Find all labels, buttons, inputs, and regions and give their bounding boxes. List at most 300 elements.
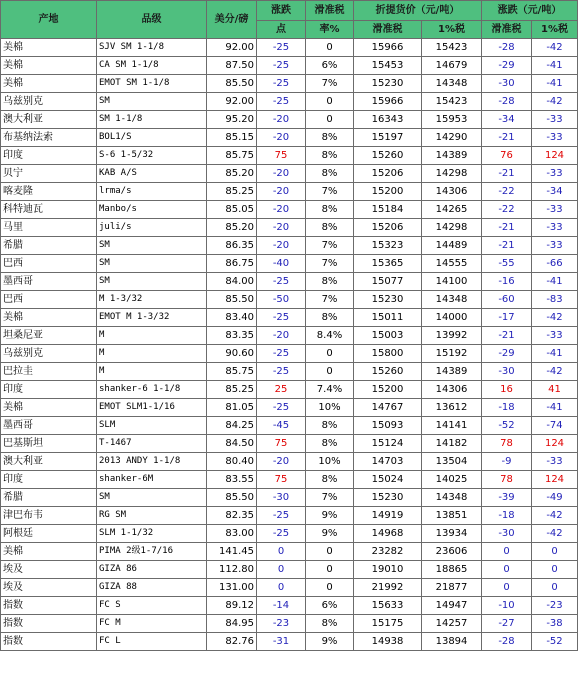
- cell-price: 84.00: [207, 273, 257, 291]
- cell-grade: SM: [97, 237, 207, 255]
- header-one-pct-tax: 1%税: [422, 21, 482, 39]
- cell-one-pct-price: 14257: [422, 615, 482, 633]
- cell-one-pct-price: 14348: [422, 291, 482, 309]
- cell-change: -45: [257, 417, 306, 435]
- cell-origin: 澳大利亚: [1, 453, 97, 471]
- cell-origin: 指数: [1, 597, 97, 615]
- cell-cny-change-one-pct: 0: [532, 561, 578, 579]
- cell-cny-change-sliding: -21: [482, 165, 532, 183]
- header-origin: 产地: [1, 1, 97, 39]
- table-row: [1, 417, 578, 435]
- cell-origin: 巴拉圭: [1, 363, 97, 381]
- cell-tax-rate: 9%: [306, 633, 354, 651]
- cell-cny-change-sliding: -30: [482, 363, 532, 381]
- cell-sliding-price: 14919: [354, 507, 422, 525]
- cell-price: 85.75: [207, 363, 257, 381]
- cell-grade: SJV SM 1-1/8: [97, 39, 207, 57]
- table-row: [1, 633, 578, 651]
- cell-change: -30: [257, 489, 306, 507]
- cell-price: 85.20: [207, 219, 257, 237]
- header-cny-change: 涨跌（元/吨）: [482, 1, 578, 21]
- cell-grade: S-6 1-5/32: [97, 147, 207, 165]
- cell-cny-change-one-pct: -52: [532, 633, 578, 651]
- cell-change: -25: [257, 309, 306, 327]
- cell-cny-change-one-pct: -42: [532, 39, 578, 57]
- cell-cny-change-sliding: -39: [482, 489, 532, 507]
- cell-tax-rate: 8%: [306, 129, 354, 147]
- table-row: [1, 327, 578, 345]
- cell-grade: M: [97, 345, 207, 363]
- cell-price: 92.00: [207, 93, 257, 111]
- cell-sliding-price: 15003: [354, 327, 422, 345]
- cell-sliding-price: 21992: [354, 579, 422, 597]
- cell-sliding-price: 15230: [354, 291, 422, 309]
- cell-sliding-price: 15966: [354, 93, 422, 111]
- cell-price: 141.45: [207, 543, 257, 561]
- cell-price: 85.50: [207, 291, 257, 309]
- cell-one-pct-price: 13894: [422, 633, 482, 651]
- cell-tax-rate: 8%: [306, 615, 354, 633]
- cell-cny-change-one-pct: -23: [532, 597, 578, 615]
- cell-origin: 乌兹别克: [1, 345, 97, 363]
- cell-grade: shanker-6M: [97, 471, 207, 489]
- cell-origin: 墨西哥: [1, 417, 97, 435]
- cell-one-pct-price: 14182: [422, 435, 482, 453]
- cell-grade: EMOT SM 1-1/8: [97, 75, 207, 93]
- cell-sliding-price: 15966: [354, 39, 422, 57]
- cell-tax-rate: 8%: [306, 435, 354, 453]
- cell-price: 89.12: [207, 597, 257, 615]
- cell-cny-change-one-pct: 124: [532, 147, 578, 165]
- cell-origin: 埃及: [1, 561, 97, 579]
- cell-cny-change-one-pct: 124: [532, 435, 578, 453]
- cell-cny-change-sliding: 0: [482, 561, 532, 579]
- cell-sliding-price: 15633: [354, 597, 422, 615]
- cell-change: -25: [257, 399, 306, 417]
- table-row: [1, 597, 578, 615]
- cell-grade: M: [97, 363, 207, 381]
- cell-change: -20: [257, 201, 306, 219]
- cell-price: 84.95: [207, 615, 257, 633]
- cell-change: 75: [257, 435, 306, 453]
- cell-grade: KAB A/S: [97, 165, 207, 183]
- cell-tax-rate: 7%: [306, 237, 354, 255]
- cell-cny-change-one-pct: -42: [532, 309, 578, 327]
- cell-one-pct-price: 15192: [422, 345, 482, 363]
- cell-origin: 印度: [1, 147, 97, 165]
- cell-tax-rate: 10%: [306, 399, 354, 417]
- cell-origin: 美棉: [1, 309, 97, 327]
- cell-tax-rate: 7%: [306, 489, 354, 507]
- cell-price: 85.20: [207, 165, 257, 183]
- cell-grade: SM: [97, 93, 207, 111]
- cell-one-pct-price: 13612: [422, 399, 482, 417]
- table-row: [1, 489, 578, 507]
- cell-origin: 埃及: [1, 579, 97, 597]
- cell-grade: CA SM 1-1/8: [97, 57, 207, 75]
- cell-cny-change-sliding: -16: [482, 273, 532, 291]
- cell-sliding-price: 15011: [354, 309, 422, 327]
- cell-sliding-price: 16343: [354, 111, 422, 129]
- table-row: [1, 111, 578, 129]
- table-body: [1, 39, 578, 651]
- header-change-sub: 点: [257, 21, 306, 39]
- cell-sliding-price: 15024: [354, 471, 422, 489]
- cell-cny-change-one-pct: -83: [532, 291, 578, 309]
- cell-cny-change-sliding: -29: [482, 345, 532, 363]
- cell-cny-change-sliding: -29: [482, 57, 532, 75]
- cell-price: 82.76: [207, 633, 257, 651]
- cell-sliding-price: 15206: [354, 165, 422, 183]
- cell-origin: 巴西: [1, 255, 97, 273]
- cell-cny-change-one-pct: -49: [532, 489, 578, 507]
- cell-tax-rate: 7%: [306, 255, 354, 273]
- cell-cny-change-sliding: -21: [482, 219, 532, 237]
- cell-one-pct-price: 14265: [422, 201, 482, 219]
- cell-price: 85.15: [207, 129, 257, 147]
- cell-one-pct-price: 14555: [422, 255, 482, 273]
- cell-cny-change-one-pct: -42: [532, 507, 578, 525]
- table-row: [1, 291, 578, 309]
- cell-change: -50: [257, 291, 306, 309]
- header-tax-rate-top: 滑准税: [306, 1, 354, 21]
- cell-one-pct-price: 13992: [422, 327, 482, 345]
- cell-cny-change-one-pct: -33: [532, 237, 578, 255]
- table-row: [1, 129, 578, 147]
- table-row: [1, 615, 578, 633]
- cell-sliding-price: 15197: [354, 129, 422, 147]
- cell-price: 86.35: [207, 237, 257, 255]
- cell-origin: 贝宁: [1, 165, 97, 183]
- cell-grade: FC M: [97, 615, 207, 633]
- cell-change: -20: [257, 183, 306, 201]
- cell-one-pct-price: 14947: [422, 597, 482, 615]
- cell-one-pct-price: 18865: [422, 561, 482, 579]
- cell-one-pct-price: 14306: [422, 381, 482, 399]
- cell-change: -31: [257, 633, 306, 651]
- cell-tax-rate: 0: [306, 345, 354, 363]
- cell-change: -14: [257, 597, 306, 615]
- cell-one-pct-price: 13504: [422, 453, 482, 471]
- cell-one-pct-price: 14298: [422, 165, 482, 183]
- table-row: [1, 381, 578, 399]
- cell-grade: SM: [97, 273, 207, 291]
- table-row: [1, 201, 578, 219]
- header-change-top: 涨跌: [257, 1, 306, 21]
- cell-tax-rate: 7.4%: [306, 381, 354, 399]
- cell-origin: 印度: [1, 381, 97, 399]
- cell-sliding-price: 15175: [354, 615, 422, 633]
- cell-price: 80.40: [207, 453, 257, 471]
- cell-tax-rate: 6%: [306, 597, 354, 615]
- cell-cny-change-one-pct: 124: [532, 471, 578, 489]
- table-row: [1, 471, 578, 489]
- cell-sliding-price: 15453: [354, 57, 422, 75]
- cell-one-pct-price: 23606: [422, 543, 482, 561]
- cell-one-pct-price: 14389: [422, 363, 482, 381]
- cell-price: 83.35: [207, 327, 257, 345]
- cell-tax-rate: 8%: [306, 471, 354, 489]
- header-converted-price: 折提货价（元/吨）: [354, 1, 482, 21]
- cell-grade: PIMA 2级1-7/16: [97, 543, 207, 561]
- cell-origin: 印度: [1, 471, 97, 489]
- cell-grade: juli/s: [97, 219, 207, 237]
- cell-cny-change-sliding: -28: [482, 39, 532, 57]
- cell-cny-change-one-pct: -41: [532, 345, 578, 363]
- table-row: [1, 57, 578, 75]
- cell-origin: 喀麦隆: [1, 183, 97, 201]
- cell-price: 81.05: [207, 399, 257, 417]
- cell-one-pct-price: 14141: [422, 417, 482, 435]
- cell-cny-change-sliding: -9: [482, 453, 532, 471]
- cell-cny-change-one-pct: -41: [532, 57, 578, 75]
- cell-origin: 美棉: [1, 57, 97, 75]
- table-row: [1, 255, 578, 273]
- cell-cny-change-one-pct: -33: [532, 129, 578, 147]
- cell-grade: SLM: [97, 417, 207, 435]
- cell-origin: 指数: [1, 633, 97, 651]
- cell-cny-change-one-pct: -33: [532, 327, 578, 345]
- cell-grade: EMOT SLM1-1/16: [97, 399, 207, 417]
- cell-grade: M 1-3/32: [97, 291, 207, 309]
- cell-change: -20: [257, 327, 306, 345]
- cell-cny-change-sliding: 78: [482, 435, 532, 453]
- header-grade: 品级: [97, 1, 207, 39]
- cell-sliding-price: 14703: [354, 453, 422, 471]
- cell-sliding-price: 23282: [354, 543, 422, 561]
- cell-cny-change-one-pct: -34: [532, 183, 578, 201]
- cell-origin: 坦桑尼亚: [1, 327, 97, 345]
- cell-price: 86.75: [207, 255, 257, 273]
- cell-sliding-price: 15124: [354, 435, 422, 453]
- cell-origin: 美棉: [1, 399, 97, 417]
- header-sliding-tax: 滑准税: [354, 21, 422, 39]
- cell-price: 112.80: [207, 561, 257, 579]
- cell-one-pct-price: 14298: [422, 219, 482, 237]
- cell-sliding-price: 15230: [354, 489, 422, 507]
- cell-cny-change-sliding: 76: [482, 147, 532, 165]
- cell-cny-change-sliding: -55: [482, 255, 532, 273]
- cell-cny-change-one-pct: -41: [532, 75, 578, 93]
- header-price: 美分/磅: [207, 1, 257, 39]
- header-tax-rate-sub: 率%: [306, 21, 354, 39]
- cell-tax-rate: 8%: [306, 309, 354, 327]
- cell-change: -25: [257, 345, 306, 363]
- cell-change: 0: [257, 543, 306, 561]
- table-header: [1, 1, 578, 39]
- cell-sliding-price: 14968: [354, 525, 422, 543]
- cell-origin: 美棉: [1, 75, 97, 93]
- cell-one-pct-price: 14348: [422, 489, 482, 507]
- table-row: [1, 147, 578, 165]
- cell-cny-change-sliding: -30: [482, 525, 532, 543]
- cell-tax-rate: 7%: [306, 183, 354, 201]
- cell-sliding-price: 15200: [354, 381, 422, 399]
- cell-one-pct-price: 14389: [422, 147, 482, 165]
- cell-change: -20: [257, 237, 306, 255]
- cell-change: -25: [257, 93, 306, 111]
- header-cny-sliding: 滑准税: [482, 21, 532, 39]
- cell-change: -25: [257, 363, 306, 381]
- cell-grade: shanker-6 1-1/8: [97, 381, 207, 399]
- cell-origin: 希腊: [1, 237, 97, 255]
- cell-price: 85.50: [207, 75, 257, 93]
- cell-price: 87.50: [207, 57, 257, 75]
- table-row: [1, 507, 578, 525]
- cell-cny-change-one-pct: -38: [532, 615, 578, 633]
- cell-cny-change-one-pct: -42: [532, 363, 578, 381]
- cell-price: 82.35: [207, 507, 257, 525]
- cell-one-pct-price: 13934: [422, 525, 482, 543]
- table-row: [1, 453, 578, 471]
- cell-cny-change-sliding: -18: [482, 507, 532, 525]
- cell-grade: 2013 ANDY 1-1/8: [97, 453, 207, 471]
- cell-cny-change-sliding: -30: [482, 75, 532, 93]
- cell-change: 75: [257, 471, 306, 489]
- cell-grade: lrma/s: [97, 183, 207, 201]
- table-row: [1, 273, 578, 291]
- cell-origin: 津巴布韦: [1, 507, 97, 525]
- cell-sliding-price: 15260: [354, 147, 422, 165]
- cell-cny-change-one-pct: -33: [532, 165, 578, 183]
- cell-cny-change-one-pct: -42: [532, 93, 578, 111]
- cell-grade: M: [97, 327, 207, 345]
- table-row: [1, 525, 578, 543]
- cell-tax-rate: 0: [306, 93, 354, 111]
- cell-grade: SM: [97, 255, 207, 273]
- cell-grade: BOL1/S: [97, 129, 207, 147]
- table-row: [1, 399, 578, 417]
- cell-origin: 科特迪瓦: [1, 201, 97, 219]
- cell-sliding-price: 15800: [354, 345, 422, 363]
- cell-grade: T-1467: [97, 435, 207, 453]
- cell-cny-change-sliding: 78: [482, 471, 532, 489]
- cell-sliding-price: 15230: [354, 75, 422, 93]
- cell-one-pct-price: 14679: [422, 57, 482, 75]
- cell-cny-change-sliding: -21: [482, 327, 532, 345]
- cell-cny-change-sliding: -21: [482, 237, 532, 255]
- cell-price: 92.00: [207, 39, 257, 57]
- cell-sliding-price: 15184: [354, 201, 422, 219]
- cell-sliding-price: 15077: [354, 273, 422, 291]
- cell-cny-change-sliding: -28: [482, 93, 532, 111]
- cell-grade: FC L: [97, 633, 207, 651]
- cell-cny-change-one-pct: -33: [532, 201, 578, 219]
- cell-price: 85.50: [207, 489, 257, 507]
- cell-tax-rate: 8%: [306, 165, 354, 183]
- cell-origin: 澳大利亚: [1, 111, 97, 129]
- table-row: [1, 579, 578, 597]
- header-cny-one-pct: 1%税: [532, 21, 578, 39]
- cell-price: 83.55: [207, 471, 257, 489]
- cell-tax-rate: 8%: [306, 201, 354, 219]
- table-row: [1, 237, 578, 255]
- table-row: [1, 309, 578, 327]
- cell-tax-rate: 8%: [306, 147, 354, 165]
- cell-price: 85.75: [207, 147, 257, 165]
- cell-cny-change-sliding: 0: [482, 543, 532, 561]
- cell-cny-change-one-pct: -33: [532, 453, 578, 471]
- cell-cny-change-sliding: -34: [482, 111, 532, 129]
- cell-tax-rate: 0: [306, 111, 354, 129]
- cell-grade: SM: [97, 489, 207, 507]
- cell-price: 83.00: [207, 525, 257, 543]
- cell-cny-change-sliding: -17: [482, 309, 532, 327]
- cell-one-pct-price: 15953: [422, 111, 482, 129]
- cell-origin: 乌兹别克: [1, 93, 97, 111]
- cell-origin: 美棉: [1, 543, 97, 561]
- cell-sliding-price: 14767: [354, 399, 422, 417]
- cell-tax-rate: 0: [306, 543, 354, 561]
- cell-one-pct-price: 13851: [422, 507, 482, 525]
- cell-change: 25: [257, 381, 306, 399]
- cell-grade: FC S: [97, 597, 207, 615]
- cell-cny-change-sliding: -28: [482, 633, 532, 651]
- cell-tax-rate: 8%: [306, 219, 354, 237]
- cell-grade: Manbo/s: [97, 201, 207, 219]
- cell-tax-rate: 9%: [306, 507, 354, 525]
- cell-change: -20: [257, 111, 306, 129]
- cell-price: 95.20: [207, 111, 257, 129]
- table-row: [1, 435, 578, 453]
- cell-cny-change-one-pct: -33: [532, 219, 578, 237]
- cell-cny-change-sliding: -22: [482, 183, 532, 201]
- cell-one-pct-price: 14290: [422, 129, 482, 147]
- cell-one-pct-price: 15423: [422, 93, 482, 111]
- cell-one-pct-price: 15423: [422, 39, 482, 57]
- cell-change: 0: [257, 579, 306, 597]
- cell-origin: 阿根廷: [1, 525, 97, 543]
- cell-price: 85.25: [207, 183, 257, 201]
- cell-grade: GIZA 86: [97, 561, 207, 579]
- cell-one-pct-price: 14025: [422, 471, 482, 489]
- table-row: [1, 561, 578, 579]
- cell-origin: 马里: [1, 219, 97, 237]
- cell-tax-rate: 8%: [306, 417, 354, 435]
- cell-change: -20: [257, 129, 306, 147]
- cell-one-pct-price: 14306: [422, 183, 482, 201]
- cell-sliding-price: 15206: [354, 219, 422, 237]
- cell-sliding-price: 19010: [354, 561, 422, 579]
- table-row: [1, 183, 578, 201]
- cell-origin: 巴西: [1, 291, 97, 309]
- cell-cny-change-one-pct: -41: [532, 399, 578, 417]
- cell-tax-rate: 8.4%: [306, 327, 354, 345]
- table-row: [1, 363, 578, 381]
- cell-one-pct-price: 14348: [422, 75, 482, 93]
- cell-origin: 美棉: [1, 39, 97, 57]
- cell-change: -25: [257, 507, 306, 525]
- table-row: [1, 345, 578, 363]
- table-row: [1, 543, 578, 561]
- cell-tax-rate: 0: [306, 561, 354, 579]
- table-row: [1, 75, 578, 93]
- cell-cny-change-one-pct: -74: [532, 417, 578, 435]
- cell-cny-change-sliding: -52: [482, 417, 532, 435]
- cell-change: -25: [257, 39, 306, 57]
- cell-one-pct-price: 14489: [422, 237, 482, 255]
- cell-grade: SM 1-1/8: [97, 111, 207, 129]
- cell-one-pct-price: 14100: [422, 273, 482, 291]
- cell-price: 84.25: [207, 417, 257, 435]
- cell-origin: 希腊: [1, 489, 97, 507]
- cell-change: -40: [257, 255, 306, 273]
- cell-cny-change-one-pct: 41: [532, 381, 578, 399]
- cell-tax-rate: 7%: [306, 75, 354, 93]
- cell-cny-change-one-pct: -66: [532, 255, 578, 273]
- table-row: [1, 39, 578, 57]
- cell-one-pct-price: 21877: [422, 579, 482, 597]
